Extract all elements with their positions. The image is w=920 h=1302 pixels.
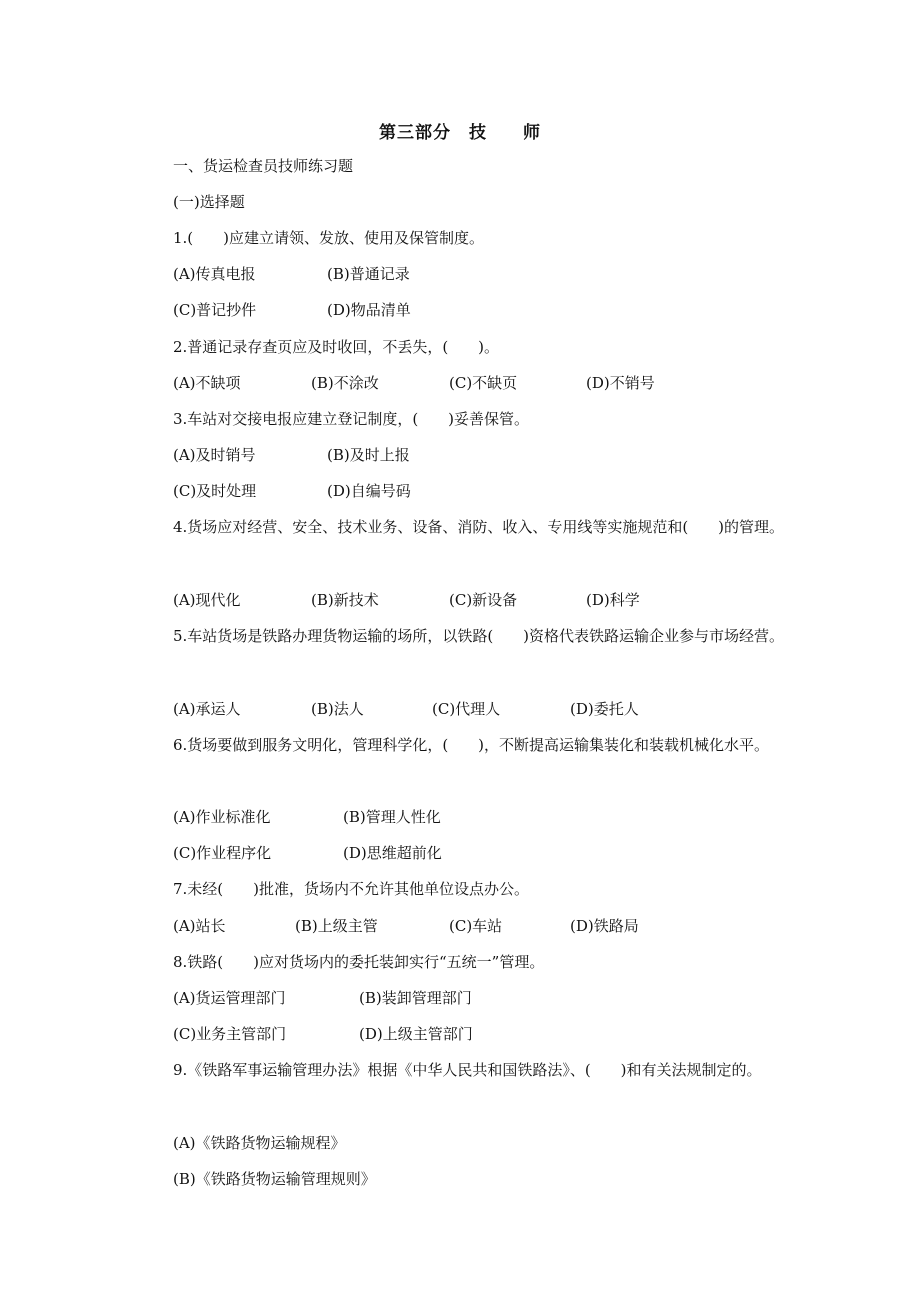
option-d: (D)上级主管部门 <box>359 1025 473 1043</box>
option-c: (C)不缺页 <box>449 374 518 392</box>
option-a: (A)作业标准化 <box>173 808 271 826</box>
option-b: (B)普通记录 <box>327 265 410 283</box>
question-9: 9.《铁路军事运输管理办法》根据《中华人民共和国铁路法》、( )和有关法规制定的。 <box>173 1061 762 1079</box>
option-a: (A)及时销号 <box>173 446 256 464</box>
option-d: (D)委托人 <box>570 700 639 718</box>
option-b: (B)管理人性化 <box>343 808 441 826</box>
option-d: (D)思维超前化 <box>343 844 442 862</box>
option-a: (A)不缺项 <box>173 374 241 392</box>
question-2: 2.普通记录存查页应及时收回，不丢失，( )。 <box>173 338 500 356</box>
option-d: (D)科学 <box>586 591 640 609</box>
subsection-heading: (一)选择题 <box>173 193 245 211</box>
option-c: (C)作业程序化 <box>173 844 272 862</box>
option-a: (A)承运人 <box>173 700 241 718</box>
option-a: (A)现代化 <box>173 591 241 609</box>
section-heading: 一、货运检查员技师练习题 <box>173 157 354 175</box>
question-8: 8.铁路( )应对货场内的委托装卸实行“五统一”管理。 <box>173 953 545 971</box>
option-c: (C)新设备 <box>449 591 518 609</box>
option-c: (C)车站 <box>449 917 503 935</box>
option-d: (D)不销号 <box>586 374 655 392</box>
option-c: (C)及时处理 <box>173 482 257 500</box>
option-b: (B)上级主管 <box>295 917 378 935</box>
page-title: 第三部分 技 师 <box>379 123 541 143</box>
option-c: (C)业务主管部门 <box>173 1025 287 1043</box>
question-6: 6.货场要做到服务文明化，管理科学化，( )，不断提高运输集装化和装载机械化水平。 <box>173 736 770 754</box>
option-c: (C)代理人 <box>432 700 501 718</box>
question-7: 7.未经( )批准，货场内不允许其他单位设点办公。 <box>173 880 530 898</box>
option-b: (B)装卸管理部门 <box>359 989 472 1007</box>
question-5: 5.车站货场是铁路办理货物运输的场所，以铁路( )资格代表铁路运输企业参与市场经营。 <box>173 627 785 645</box>
question-9-option-b: (B)《铁路货物运输管理规则》 <box>173 1170 376 1188</box>
question-3: 3.车站对交接电报应建立登记制度，( )妥善保管。 <box>173 410 530 428</box>
question-9-option-a: (A)《铁路货物运输规程》 <box>173 1134 346 1152</box>
option-a: (A)传真电报 <box>173 265 256 283</box>
option-a: (A)站长 <box>173 917 226 935</box>
question-4: 4.货场应对经营、安全、技术业务、设备、消防、收入、专用线等实施规范和( )的管理。 <box>173 518 785 536</box>
option-d: (D)自编号码 <box>327 482 411 500</box>
option-b: (B)新技术 <box>311 591 379 609</box>
option-a: (A)货运管理部门 <box>173 989 286 1007</box>
option-b: (B)不涂改 <box>311 374 379 392</box>
question-1: 1.( )应建立请领、发放、使用及保管制度。 <box>173 229 485 247</box>
option-b: (B)及时上报 <box>327 446 410 464</box>
option-d: (D)铁路局 <box>570 917 639 935</box>
option-c: (C)普记抄件 <box>173 301 257 319</box>
option-d: (D)物品清单 <box>327 301 411 319</box>
option-b: (B)法人 <box>311 700 364 718</box>
